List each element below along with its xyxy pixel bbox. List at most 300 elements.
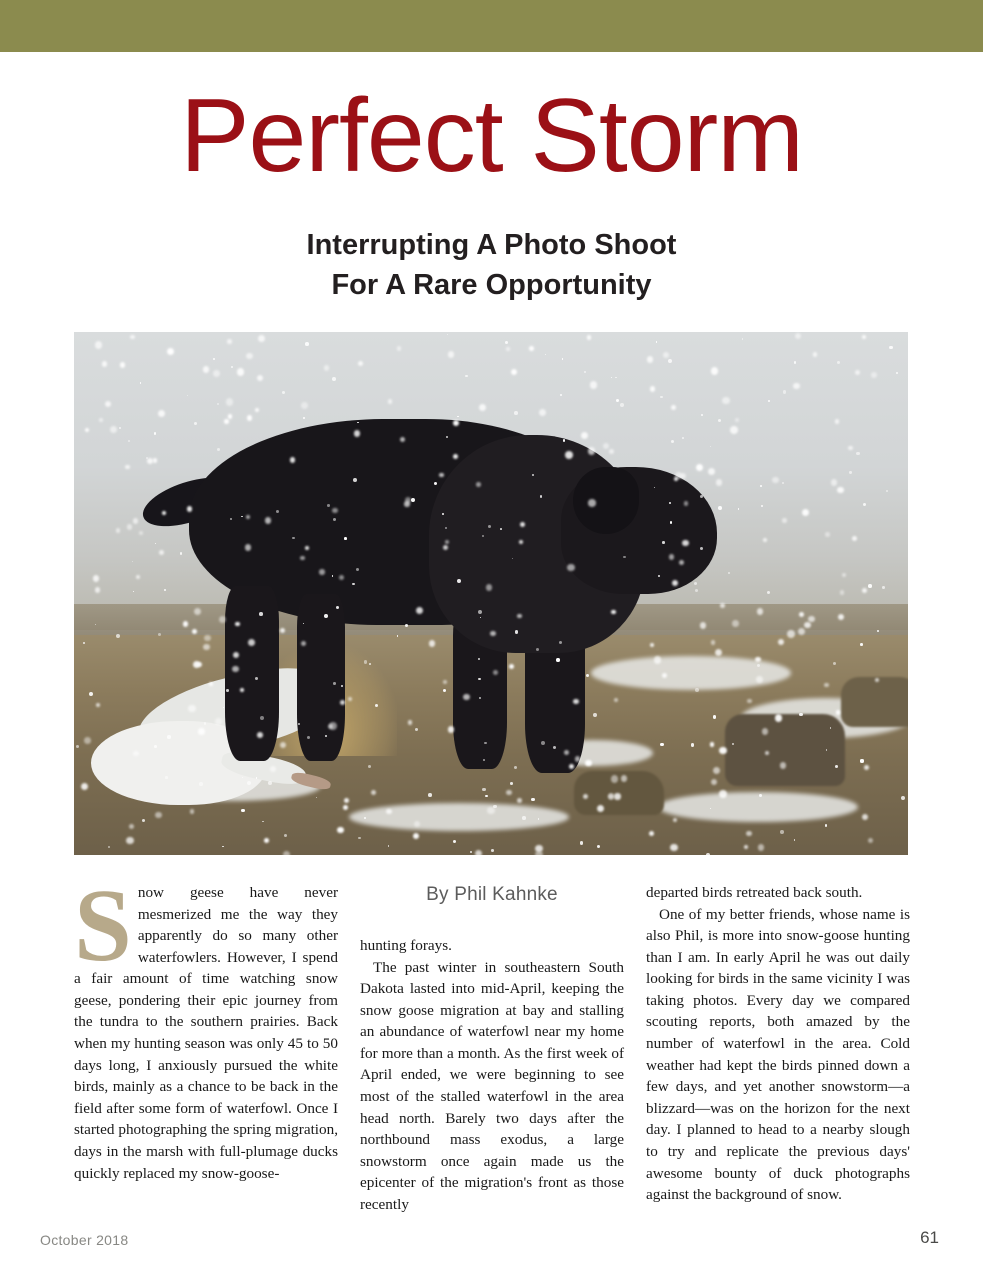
snowflake: [213, 370, 220, 377]
snowflake: [187, 395, 188, 396]
snowflake: [491, 849, 494, 852]
snowflake: [562, 358, 564, 360]
photo-falling-snow: [74, 332, 908, 855]
snowflake: [192, 629, 197, 634]
snowflake: [478, 610, 482, 614]
snowflake: [718, 419, 721, 422]
snowflake: [581, 432, 588, 439]
snowflake: [358, 361, 363, 366]
snowflake: [125, 465, 130, 470]
snowflake: [301, 402, 309, 410]
snowflake: [411, 498, 415, 502]
snowflake: [654, 656, 661, 663]
snowflake: [84, 737, 91, 744]
snowflake: [245, 544, 251, 550]
snowflake: [746, 831, 752, 837]
snowflake: [215, 718, 222, 725]
snowflake: [324, 614, 328, 618]
drop-cap: S: [74, 868, 132, 983]
snowflake: [804, 622, 811, 629]
snowflake: [500, 528, 502, 530]
byline: By Phil Kahnke: [426, 884, 558, 905]
snowflake: [303, 623, 304, 624]
snowflake: [457, 579, 461, 583]
snowflake: [575, 756, 580, 761]
snowflake: [224, 419, 229, 424]
snowflake: [517, 614, 522, 619]
snowflake: [728, 572, 730, 574]
snowflake: [364, 660, 367, 663]
snowflake: [837, 361, 840, 364]
snowflake: [463, 694, 469, 700]
snowflake: [772, 477, 778, 483]
snowflake: [877, 630, 879, 632]
snowflake: [457, 416, 459, 418]
snowflake: [886, 490, 889, 493]
snowflake: [573, 699, 578, 704]
snowflake: [180, 552, 182, 554]
snowflake: [563, 439, 566, 442]
snowflake: [545, 354, 546, 355]
snowflake: [119, 427, 121, 429]
snowflake: [649, 831, 654, 836]
snowflake: [397, 346, 401, 350]
snowflake: [680, 473, 687, 480]
snowflake: [782, 518, 787, 523]
snowflake: [679, 560, 684, 565]
snowflake: [662, 541, 665, 544]
snowflake: [358, 837, 360, 839]
snowflake: [328, 724, 333, 729]
snowflake: [325, 735, 327, 737]
snowflake: [509, 664, 514, 669]
snowflake: [280, 628, 285, 633]
footer-issue-date: October 2018: [40, 1232, 129, 1248]
snowflake: [673, 818, 677, 822]
snowflake: [188, 705, 196, 713]
snowflake: [493, 805, 496, 808]
snowflake: [155, 543, 157, 545]
snowflake: [476, 482, 481, 487]
snowflake: [860, 643, 863, 646]
snowflake: [585, 760, 592, 767]
snowflake: [133, 591, 134, 592]
snowflake: [742, 338, 744, 340]
snowflake: [862, 814, 868, 820]
snowflake: [711, 779, 717, 785]
snowflake: [852, 536, 857, 541]
snowflake: [204, 722, 206, 724]
top-color-band: [0, 0, 983, 52]
snowflake: [333, 518, 336, 521]
snowflake: [404, 501, 409, 506]
snowflake: [405, 624, 408, 627]
snowflake: [510, 782, 513, 785]
snowflake: [448, 351, 455, 358]
snowflake: [371, 790, 376, 795]
snowflake: [695, 589, 698, 592]
snowflake: [862, 588, 867, 593]
snowflake: [662, 673, 667, 678]
snowflake: [671, 440, 675, 444]
snowflake: [490, 631, 495, 636]
snowflake: [158, 410, 165, 417]
snowflake: [105, 401, 111, 407]
snowflake: [480, 617, 481, 618]
snowflake: [882, 586, 885, 589]
snowflake: [324, 365, 330, 371]
snowflake: [708, 468, 715, 475]
snowflake: [838, 614, 844, 620]
snowflake: [514, 766, 517, 769]
snowflake: [514, 411, 518, 415]
snowflake: [445, 540, 449, 544]
snowflake: [758, 844, 764, 850]
snowflake: [153, 458, 157, 462]
snowflake: [825, 824, 827, 826]
snowflake: [713, 715, 716, 718]
snowflake: [259, 612, 263, 616]
snowflake: [217, 403, 219, 405]
snowflake: [780, 830, 784, 834]
snowflake: [783, 390, 787, 394]
snowflake: [587, 335, 591, 339]
snowflake: [120, 362, 125, 367]
snowflake: [778, 639, 784, 645]
snowflake: [352, 583, 354, 585]
snowflake: [246, 515, 250, 519]
snowflake: [767, 591, 770, 594]
snowflake: [241, 516, 242, 517]
snowflake: [864, 765, 869, 770]
snowflake: [93, 575, 99, 581]
snowflake: [428, 793, 432, 797]
snowflake: [608, 794, 614, 800]
snowflake: [96, 703, 100, 707]
snowflake: [522, 816, 526, 820]
article-column-2: [360, 882, 624, 1215]
snowflake: [408, 720, 413, 725]
snowflake: [590, 381, 598, 389]
snowflake: [517, 798, 522, 803]
snowflake: [283, 851, 290, 855]
snowflake: [623, 556, 626, 559]
snowflake: [656, 341, 657, 342]
snowflake: [860, 759, 863, 762]
snowflake: [863, 503, 867, 507]
snowflake: [187, 506, 192, 511]
snowflake: [482, 788, 486, 792]
snowflake: [567, 564, 574, 571]
snowflake: [130, 335, 134, 339]
snowflake: [307, 736, 311, 740]
snowflake: [660, 396, 663, 399]
snowflake: [719, 790, 727, 798]
snowflake: [732, 743, 734, 745]
snowflake: [700, 622, 706, 628]
snowflake: [833, 662, 836, 665]
snowflake: [615, 377, 617, 379]
snowflake: [276, 510, 279, 513]
snowflake: [439, 473, 444, 478]
snowflake: [247, 781, 251, 785]
snowflake: [669, 554, 675, 560]
snowflake: [722, 397, 729, 404]
snowflake: [793, 383, 799, 389]
snowflake: [369, 663, 371, 665]
snowflake: [443, 545, 448, 550]
snowflake: [559, 641, 562, 644]
snowflake: [204, 635, 211, 642]
snowflake: [453, 454, 458, 459]
snowflake: [588, 499, 595, 506]
snowflake: [356, 568, 359, 571]
snowflake: [133, 751, 139, 757]
snowflake: [339, 575, 344, 580]
snowflake: [213, 358, 215, 360]
snowflake: [862, 335, 866, 339]
snowflake: [782, 482, 784, 484]
snowflake: [486, 584, 493, 591]
snowflake: [682, 437, 684, 439]
snowflake: [835, 419, 840, 424]
snowflake: [83, 642, 85, 644]
snowflake: [836, 710, 841, 715]
snowflake: [647, 356, 653, 362]
snowflake: [565, 451, 573, 459]
snowflake: [284, 834, 287, 837]
snowflake: [354, 430, 361, 437]
snowflake: [332, 377, 336, 381]
snowflake: [133, 518, 139, 524]
snowflake: [824, 683, 829, 688]
snowflake: [386, 809, 392, 815]
snowflake: [670, 844, 677, 851]
snowflake: [319, 569, 325, 575]
snowflake: [165, 776, 168, 779]
page-title: Perfect Storm: [180, 78, 803, 194]
snowflake: [541, 741, 545, 745]
snowflake: [416, 607, 423, 614]
snowflake: [364, 817, 366, 819]
snowflake: [129, 824, 134, 829]
snowflake: [81, 783, 88, 790]
snowflake: [164, 589, 165, 590]
snowflake: [316, 797, 318, 799]
snowflake: [217, 448, 220, 451]
snowflake: [700, 547, 703, 550]
snowflake: [569, 764, 574, 769]
snowflake: [732, 620, 739, 627]
snowflake: [799, 713, 802, 716]
snowflake: [535, 851, 543, 855]
snowflake: [765, 751, 769, 755]
snowflake: [889, 346, 893, 350]
snowflake: [199, 782, 203, 786]
snowflake: [448, 726, 455, 733]
snowflake: [300, 556, 305, 561]
snowflake: [730, 426, 738, 434]
snowflake: [231, 366, 234, 369]
snowflake: [167, 735, 171, 739]
snowflake: [290, 457, 296, 463]
snowflake: [429, 640, 436, 647]
snowflake: [388, 399, 393, 404]
snowflake: [478, 678, 480, 680]
subtitle-line-2: For A Rare Opportunity: [331, 269, 652, 302]
snowflake: [413, 833, 419, 839]
snowflake: [447, 334, 448, 335]
snowflake: [512, 558, 513, 559]
snowflake: [710, 446, 711, 447]
snowflake: [713, 767, 720, 774]
snowflake: [442, 513, 444, 515]
snowflake: [901, 796, 905, 800]
hero-photo: [74, 332, 908, 855]
column-3-paragraph-1: departed birds retreated back south.: [646, 884, 863, 901]
snowflake: [798, 628, 805, 635]
snowflake: [719, 747, 726, 754]
snowflake: [654, 487, 655, 488]
snowflake: [241, 809, 245, 813]
snowflake: [397, 635, 399, 637]
snowflake: [650, 643, 655, 648]
snowflake: [519, 540, 523, 544]
snowflake: [305, 342, 309, 346]
snowflake: [670, 521, 672, 523]
snowflake: [388, 845, 389, 846]
snowflake: [614, 698, 618, 702]
snowflake: [327, 504, 330, 507]
snowflake: [718, 506, 722, 510]
snowflake: [583, 794, 588, 799]
snowflake: [840, 590, 845, 595]
snowflake: [154, 745, 157, 748]
snowflake: [260, 716, 264, 720]
snowflake: [233, 652, 240, 659]
snowflake: [682, 540, 688, 546]
snowflake: [759, 794, 762, 797]
snowflake: [830, 727, 832, 729]
snowflake: [248, 639, 255, 646]
snowflake: [611, 775, 619, 783]
snowflake: [375, 704, 378, 707]
snowflake: [762, 728, 769, 735]
snowflake: [760, 485, 762, 487]
snowflake: [691, 743, 694, 746]
snowflake: [303, 417, 305, 419]
snowflake: [520, 522, 525, 527]
snowflake: [560, 394, 562, 396]
snowflake: [515, 630, 519, 634]
snowflake: [127, 524, 133, 530]
snowflake: [799, 612, 804, 617]
subtitle-line-1: Interrupting A Photo Shoot: [306, 229, 677, 261]
snowflake: [663, 352, 669, 358]
snowflake: [257, 732, 263, 738]
snowflake: [694, 582, 697, 585]
snowflake: [611, 377, 613, 379]
snowflake: [99, 418, 103, 422]
snowflake: [747, 699, 751, 703]
snowflake: [226, 398, 234, 406]
snowflake: [711, 640, 715, 644]
snowflake: [162, 511, 167, 516]
snowflake: [597, 845, 600, 848]
snowflake: [336, 606, 339, 609]
snowflake: [529, 346, 534, 351]
snowflake: [203, 644, 209, 650]
snowflake: [443, 680, 447, 684]
snowflake: [158, 633, 161, 636]
snowflake: [802, 509, 809, 516]
snowflake: [531, 798, 534, 801]
snowflake: [453, 840, 456, 843]
snowflake: [343, 805, 348, 810]
snowflake: [147, 458, 153, 464]
snowflake: [415, 728, 418, 731]
snowflake: [763, 538, 767, 542]
snowflake: [470, 851, 472, 853]
snowflake: [198, 728, 205, 735]
snowflake: [696, 464, 703, 471]
snowflake: [465, 375, 468, 378]
snowflake: [95, 341, 102, 348]
snowflake: [611, 610, 616, 615]
snowflake: [768, 400, 771, 403]
snowflake: [140, 382, 142, 384]
snowflake: [434, 482, 437, 485]
snowflake: [348, 697, 352, 701]
snowflake: [255, 408, 259, 412]
snowflake: [761, 505, 763, 507]
snowflake: [262, 821, 263, 822]
snowflake: [341, 685, 343, 687]
column-3-paragraph-2: One of my better friends, whose name is also Phil, is more into snow-goose hunting than I am. In early April he was out daily looking for birds in the same vicinity I was taking photos. Every day we compared scouting reports, both amazed by the number of waterfowl in the area. Cold weather had kept the birds pinned down a few days, and yet another snowstorm—a blizzard—was on the horizon for the next day. I planned to head to a nearby slough to try and replicate the previous days' awesome bounty of duck photographs against the background of snow.: [646, 905, 910, 1204]
snowflake: [227, 339, 232, 344]
snowflake: [128, 440, 130, 442]
snowflake: [270, 766, 276, 772]
snowflake: [258, 335, 265, 342]
snowflake: [197, 662, 202, 667]
snowflake: [493, 670, 498, 675]
snowflake: [710, 742, 714, 746]
snowflake: [842, 573, 846, 577]
snowflake: [219, 616, 226, 623]
snowflake: [556, 658, 560, 662]
snowflake: [868, 584, 872, 588]
snowflake: [232, 666, 239, 673]
snowflake: [553, 746, 556, 749]
snowflake: [194, 422, 197, 425]
snowflake: [825, 532, 830, 537]
snowflake: [700, 495, 703, 498]
snowflake: [593, 713, 597, 717]
snowflake: [242, 777, 243, 778]
snowflake: [855, 370, 860, 375]
snowflake: [794, 361, 796, 363]
snowflake: [246, 353, 252, 359]
snowflake: [485, 795, 487, 797]
snowflake: [483, 759, 485, 761]
snowflake: [139, 531, 143, 535]
snowflake: [357, 422, 359, 424]
snowflake: [896, 372, 898, 374]
snowflake: [744, 845, 748, 849]
snowflake: [775, 714, 783, 722]
snowflake: [720, 603, 725, 608]
snowflake: [344, 537, 347, 540]
